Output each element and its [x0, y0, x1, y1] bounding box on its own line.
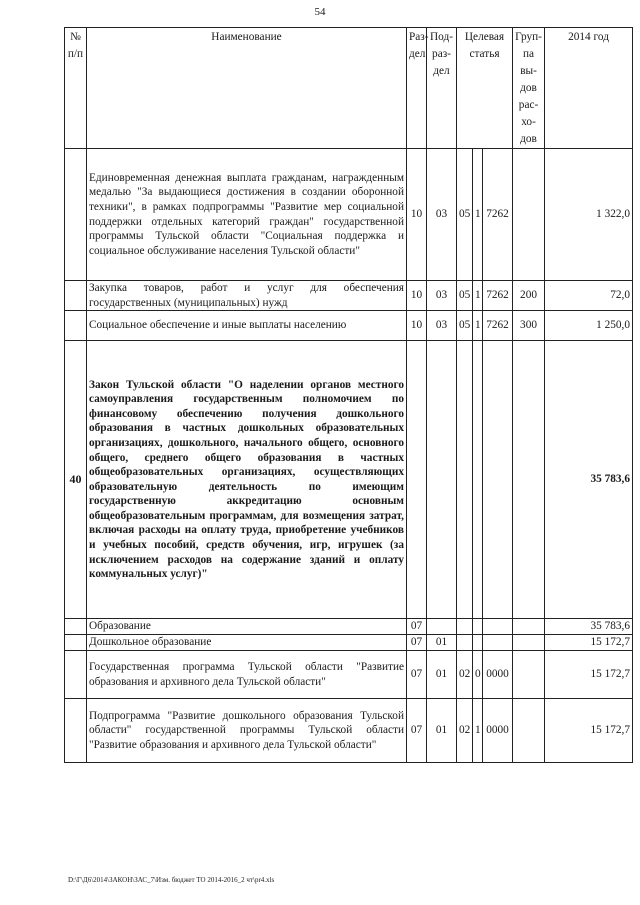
row-gruppa: 300	[513, 311, 545, 341]
row-cs-direction: 0000	[483, 651, 513, 699]
row-number	[65, 281, 87, 311]
row-podrazdel: 01	[427, 635, 457, 651]
row-cs-program	[457, 341, 473, 619]
row-amount: 15 172,7	[545, 635, 633, 651]
row-podrazdel: 03	[427, 149, 457, 281]
header-name: Наименование	[87, 28, 407, 149]
row-cs-direction: 7262	[483, 281, 513, 311]
header-gruppa: Груп-па вы-дов рас-хо-дов	[513, 28, 545, 149]
row-gruppa: 200	[513, 281, 545, 311]
table-row	[65, 619, 633, 635]
table-row	[65, 651, 633, 699]
row-name: Государственная программа Тульской области "Развитие образования и архивного дела Тульской области"	[87, 651, 407, 699]
page-number: 54	[314, 6, 326, 18]
row-razdel: 10	[407, 281, 427, 311]
row-amount: 35 783,6	[545, 619, 633, 635]
header-razdel: Раз-дел	[407, 28, 427, 149]
row-amount: 72,0	[545, 281, 633, 311]
row-amount: 1 250,0	[545, 311, 633, 341]
row-cs-direction: 0000	[483, 699, 513, 763]
row-cs-subprogram	[473, 341, 483, 619]
table-row	[65, 149, 633, 281]
row-cs-program: 05	[457, 281, 473, 311]
row-cs-program: 05	[457, 311, 473, 341]
row-number	[65, 619, 87, 635]
file-path-footer: D:\Г\Д6\2014\ЗАКОН\ЗАС_7\Изм. бюджет ТО 2014-2016_2 чт\pr4.xls	[68, 876, 275, 884]
table-row	[65, 635, 633, 651]
row-cs-subprogram: 1	[473, 311, 483, 341]
row-gruppa	[513, 341, 545, 619]
header-podrazdel: Под-раз-дел	[427, 28, 457, 149]
row-razdel: 07	[407, 635, 427, 651]
row-gruppa	[513, 651, 545, 699]
row-amount: 15 172,7	[545, 699, 633, 763]
row-number	[65, 311, 87, 341]
row-razdel: 07	[407, 619, 427, 635]
row-cs-program	[457, 619, 473, 635]
table-row	[65, 341, 633, 619]
header-row	[65, 28, 633, 149]
row-name: Единовременная денежная выплата гражданам, награжденным медалью "За выдающиеся достижения в создании оборонной техники", в рамках подпрограммы "Развитие мер социальной поддержки отдельных категорий граждан" государственной программы Тульской области "Социальная поддержка и социальное обслуживание населения Тульской области"	[87, 149, 407, 281]
table-row	[65, 699, 633, 763]
row-name: Образование	[87, 619, 407, 635]
row-name: Закон Тульской области "О наделении органов местного самоуправления государственным полномочием по финансовому обеспечению получения дошкольного образования в частных дошкольных образовательных организациях, дошкольного, начального общего, основного общего, среднего общего образования в частных общеобразовательных организациях, осуществляющих образовательную деятельность по имеющим государственную аккредитацию основным общеобразовательным программам, для возмещения затрат, включая расходы на оплату труда, приобретение учебников и учебных пособий, средств обучения, игр, игрушек (за исключением расходов на содержание зданий и оплату коммунальных услуг)"	[87, 341, 407, 619]
table-row	[65, 311, 633, 341]
row-cs-program: 02	[457, 651, 473, 699]
row-gruppa	[513, 699, 545, 763]
row-cs-subprogram: 1	[473, 699, 483, 763]
row-number: 40	[65, 341, 87, 619]
table-row	[65, 281, 633, 311]
row-cs-program: 05	[457, 149, 473, 281]
row-cs-subprogram	[473, 635, 483, 651]
row-name: Подпрограмма "Развитие дошкольного образования Тульской области" государственной программы Тульской области "Развитие образования и архивного дела Тульской области"	[87, 699, 407, 763]
row-podrazdel: 01	[427, 651, 457, 699]
header-num: № п/п	[65, 28, 87, 149]
row-amount: 35 783,6	[545, 341, 633, 619]
row-podrazdel: 03	[427, 281, 457, 311]
budget-table	[64, 27, 633, 763]
row-cs-direction	[483, 341, 513, 619]
row-name: Социальное обеспечение и иные выплаты населению	[87, 311, 407, 341]
row-number	[65, 149, 87, 281]
row-podrazdel	[427, 619, 457, 635]
row-gruppa	[513, 635, 545, 651]
row-name: Дошкольное образование	[87, 635, 407, 651]
row-name: Закупка товаров, работ и услуг для обеспечения государственных (муниципальных) нужд	[87, 281, 407, 311]
row-razdel: 10	[407, 311, 427, 341]
row-gruppa	[513, 149, 545, 281]
row-number	[65, 651, 87, 699]
row-podrazdel: 03	[427, 311, 457, 341]
row-cs-direction	[483, 619, 513, 635]
row-gruppa	[513, 619, 545, 635]
row-amount: 15 172,7	[545, 651, 633, 699]
row-cs-direction	[483, 635, 513, 651]
row-cs-program	[457, 635, 473, 651]
row-podrazdel: 01	[427, 699, 457, 763]
row-podrazdel	[427, 341, 457, 619]
row-cs-direction: 7262	[483, 311, 513, 341]
row-number	[65, 635, 87, 651]
row-razdel: 07	[407, 699, 427, 763]
row-razdel: 07	[407, 651, 427, 699]
row-razdel	[407, 341, 427, 619]
row-razdel: 10	[407, 149, 427, 281]
row-number	[65, 699, 87, 763]
row-cs-subprogram: 1	[473, 149, 483, 281]
row-cs-direction: 7262	[483, 149, 513, 281]
header-celevaya-statya: Целевая статья	[457, 28, 513, 149]
row-amount: 1 322,0	[545, 149, 633, 281]
row-cs-subprogram: 1	[473, 281, 483, 311]
row-cs-subprogram	[473, 619, 483, 635]
row-cs-program: 02	[457, 699, 473, 763]
header-year: 2014 год	[545, 28, 633, 149]
row-cs-subprogram: 0	[473, 651, 483, 699]
